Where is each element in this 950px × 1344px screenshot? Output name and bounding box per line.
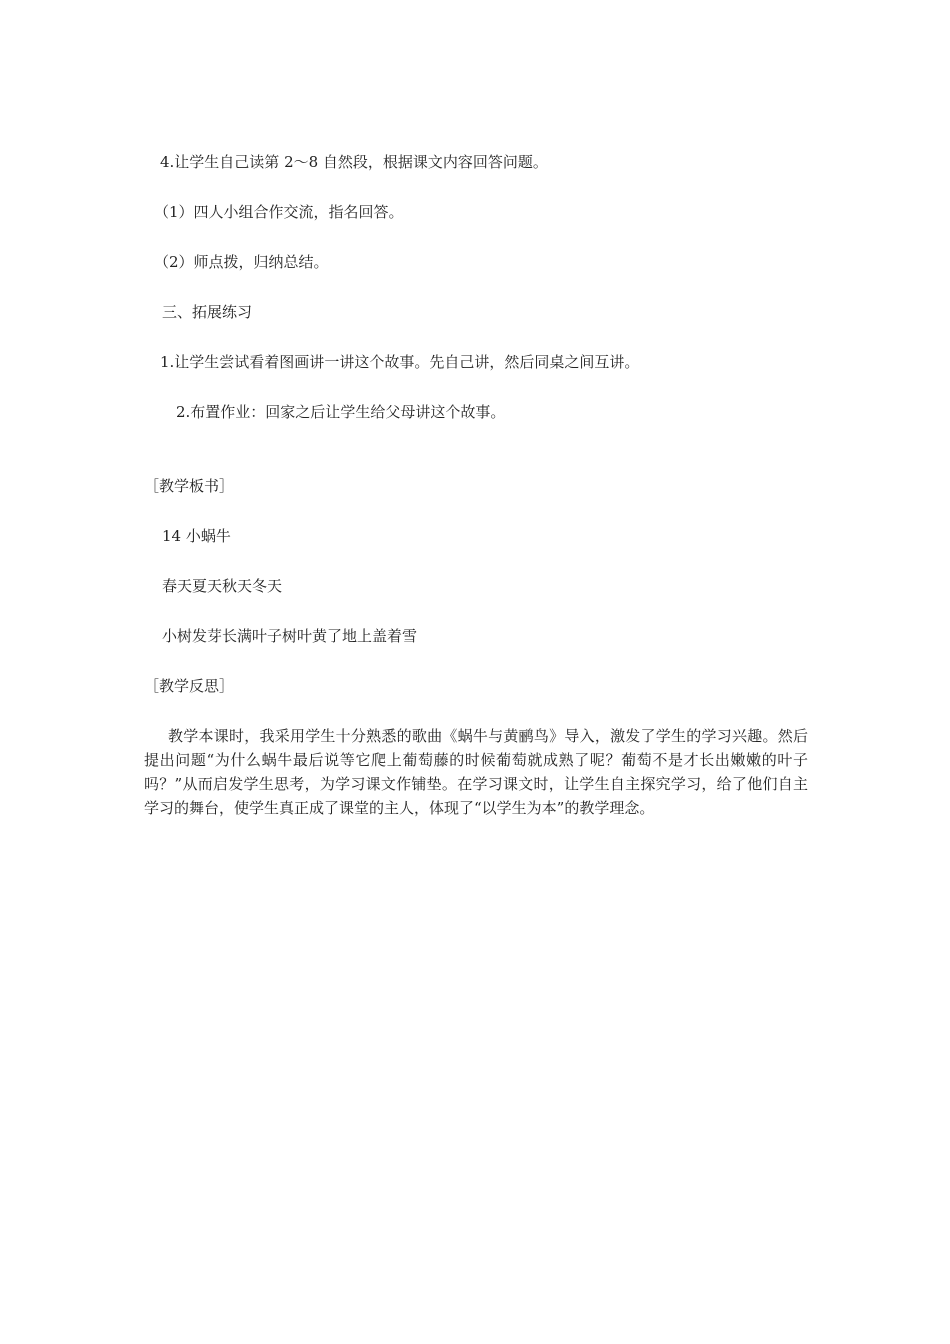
extension-item-2: 2.布置作业：回家之后让学生给父母讲这个故事。: [176, 403, 506, 421]
board-seasons: 春天夏天秋天冬天: [162, 577, 283, 595]
step-4-sub-2: （2）师点拨，归纳总结。: [154, 253, 329, 271]
board-heading: ［教学板书］: [144, 477, 235, 495]
section-3-title: 三、拓展练习: [162, 303, 253, 321]
step-4-instruction: 4.让学生自己读第 2～8 自然段，根据课文内容回答问题。: [160, 153, 548, 171]
reflection-heading: ［教学反思］: [144, 677, 235, 695]
board-lesson-title: 14 小蜗牛: [162, 527, 231, 545]
extension-item-1: 1.让学生尝试看着图画讲一讲这个故事。先自己讲，然后同桌之间互讲。: [160, 353, 640, 371]
step-4-sub-1: （1）四人小组合作交流，指名回答。: [154, 203, 404, 221]
reflection-paragraph: 教学本课时，我采用学生十分熟悉的歌曲《蜗牛与黄鹂鸟》导入，激发了学生的学习兴趣。然后提出问题“为什么蜗牛最后说等它爬上葡萄藤的时候葡萄就成熟了呢？葡萄不是才长出嫩嫩的叶子吗？”从而启发学生思考，为学习课文作铺垫。在学习课文时，让学生自主探究学习，给了他们自主学习的舞台，使学生真正成了课堂的主人，体现了“以学生为本”的教学理念。: [144, 727, 808, 817]
board-changes: 小树发芽长满叶子树叶黄了地上盖着雪: [162, 627, 418, 645]
